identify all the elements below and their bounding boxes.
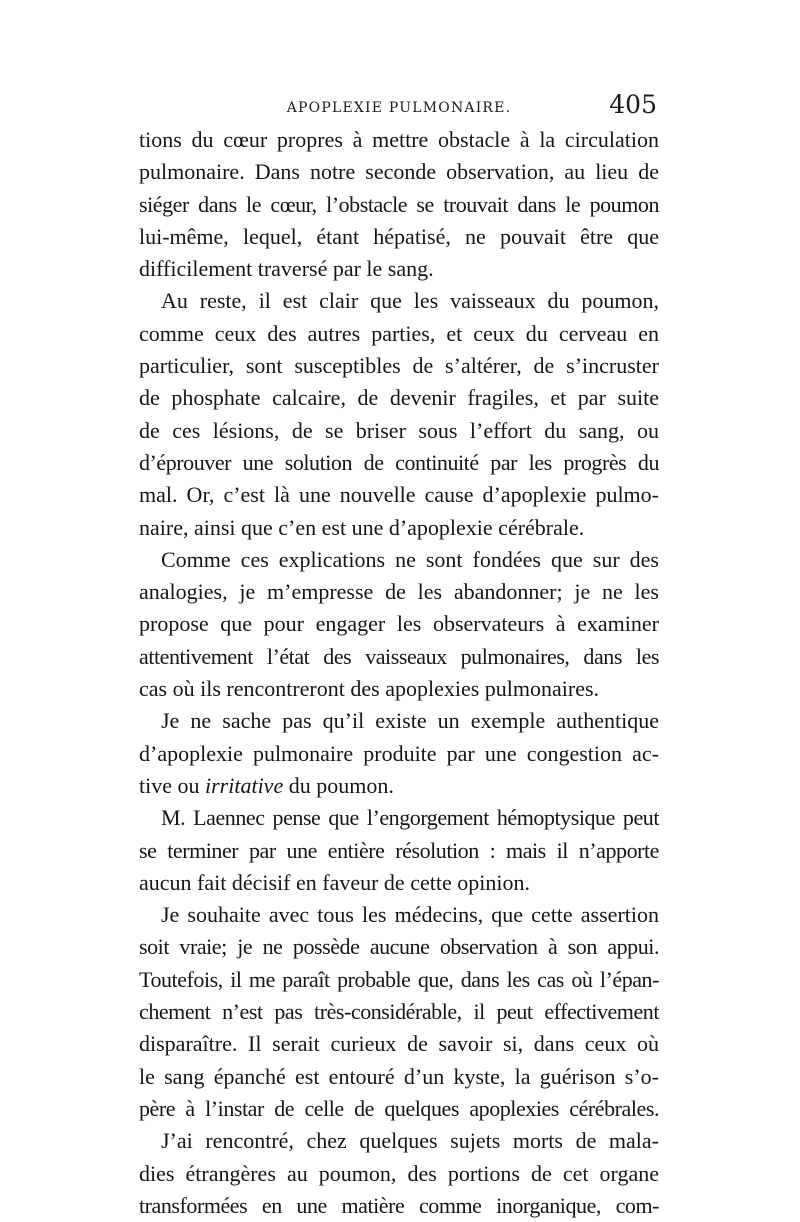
text-line: d’éprouver une solution de continuité par les progrès du xyxy=(139,449,659,475)
text-line: attentivement l’état des vaisseaux pulmonaires, dans les xyxy=(139,643,659,669)
text-line: J’ai rencontré, chez quelques sujets morts de mala- xyxy=(161,1128,659,1154)
text-line: Toutefois, il me paraît probable que, dans les cas où l’épan- xyxy=(139,966,659,992)
text-line: chement n’est pas très-considérable, il peut effectivement xyxy=(139,999,659,1025)
text-line: propose que pour engager les observateurs à examiner xyxy=(139,611,659,637)
text-line: difficilement traversé par le sang. xyxy=(139,256,434,282)
text-line: disparaître. Il serait curieux de savoir si, dans ceux où xyxy=(139,1031,659,1057)
text-line: Comme ces explications ne sont fondées que sur des xyxy=(161,546,659,572)
text-line: d’apoplexie pulmonaire produite par une congestion ac- xyxy=(139,740,659,766)
text-line: de ces lésions, de se briser sous l’effort du sang, ou xyxy=(139,417,659,443)
text-line: M. Laennec pense que l’engorgement hémoptysique peut xyxy=(161,805,659,831)
text-line xyxy=(139,770,659,802)
text-line: se terminer par une entière résolution : mais il n’apporte xyxy=(139,837,659,863)
text-line: mal. Or, c’est là une nouvelle cause d’apoplexie pulmo- xyxy=(139,482,659,508)
text-line: aucun fait décisif en faveur de cette opinion. xyxy=(139,869,530,895)
line-fragment: du xyxy=(288,772,311,798)
text-line: siéger dans le cœur, l’obstacle se trouvait dans le poumon xyxy=(139,191,659,217)
line-fragment: tive ou xyxy=(139,772,200,798)
line-fragment: poumon. xyxy=(316,772,394,798)
text-line: tions du cœur propres à mettre obstacle à la circulation xyxy=(139,127,659,152)
page-header xyxy=(139,86,659,126)
italic-word: irritative xyxy=(205,772,284,798)
text-line: cas où ils rencontreront des apoplexies pulmonaires. xyxy=(139,676,600,702)
text-line: le sang épanché est entouré d’un kyste, la guérison s’o- xyxy=(139,1063,659,1089)
text-line: père à l’instar de celle de quelques apoplexies cérébrales. xyxy=(139,1095,659,1121)
body-text xyxy=(139,124,659,1222)
page-number: 405 xyxy=(609,90,657,119)
text-line: de phosphate calcaire, de devenir fragiles, et par suite xyxy=(139,385,659,411)
text-line: analogies, je m’empresse de les abandonner; je ne les xyxy=(139,579,659,605)
text-line: dies étrangères au poumon, des portions de cet organe xyxy=(139,1160,659,1186)
running-title: APOPLEXIE PULMONAIRE. xyxy=(286,100,512,116)
text-line: pulmonaire. Dans notre seconde observation, au lieu de xyxy=(139,159,659,185)
text-line: Je souhaite avec tous les médecins, que cette assertion xyxy=(161,902,659,928)
text-line: Je ne sache pas qu’il existe un exemple authentique xyxy=(161,708,659,734)
text-line: transformées en une matière comme inorganique, com- xyxy=(139,1192,659,1218)
text-line: Au reste, il est clair que les vaisseaux du poumon, xyxy=(161,288,659,314)
text-line: soit vraie; je ne possède aucune observation à son appui. xyxy=(139,934,659,960)
text-line: lui-même, lequel, étant hépatisé, ne pouvait être que xyxy=(139,223,659,249)
text-line: comme ceux des autres parties, et ceux du cerveau en xyxy=(139,320,659,346)
text-line: particulier, sont susceptibles de s’altérer, de s’incruster xyxy=(139,353,659,379)
text-line: naire, ainsi que c’en est une d’apoplexie cérébrale. xyxy=(139,514,585,540)
